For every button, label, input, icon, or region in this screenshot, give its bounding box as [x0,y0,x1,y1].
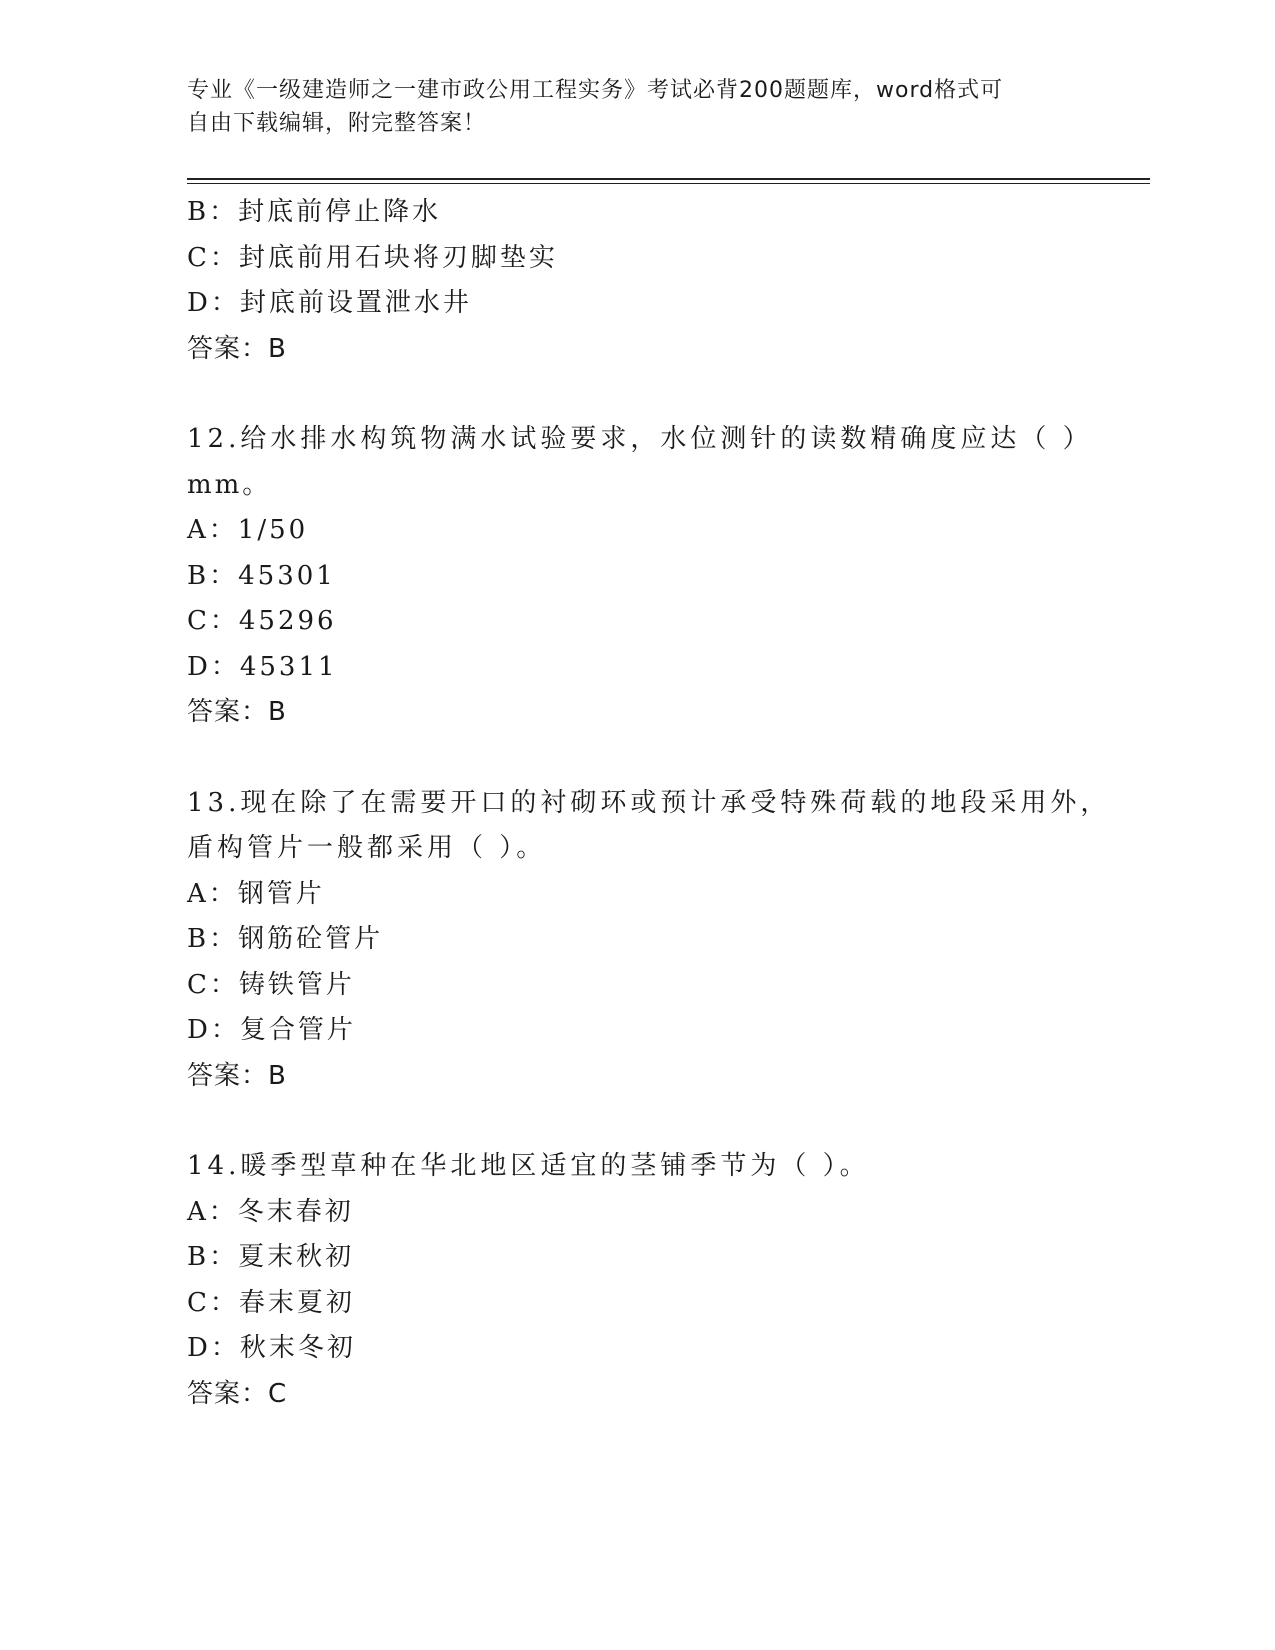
question-stem-cont: mm。 [187,469,272,500]
question-list [187,190,1111,1417]
document-header [187,74,1067,140]
option-d: D：复合管片 [187,1015,356,1045]
option-d: D：45311 [187,651,338,682]
question-stem: 13.现在除了在需要开口的衬砌环或预计承受特殊荷载的地段采用外， [187,787,1111,818]
question-stem-cont: 盾构管片一般都采用（ ）。 [187,833,547,863]
option-a: A：冬末春初 [187,1196,354,1227]
option-c: C：春末夏初 [187,1287,355,1318]
answer: 答案：B [187,333,287,364]
answer: 答案：B [187,1060,287,1091]
option-b: B：封底前停止降水 [187,197,442,227]
option-c: C：封底前用石块将刃脚垫实 [187,242,558,273]
option-b: B：夏末秋初 [187,1242,355,1272]
spacer [187,372,1107,417]
option-c: C：45296 [187,606,337,636]
header-divider-thin [187,183,1150,184]
option-a: A：1/50 [187,515,309,545]
question-12 [187,417,1107,736]
option-d: D：封底前设置泄水井 [187,288,472,318]
option-a: A：钢管片 [187,878,325,909]
question-14 [187,1144,1107,1417]
option-d: D：秋末冬初 [187,1333,356,1363]
spacer [187,1099,1107,1144]
spacer [187,736,1107,781]
question-stem: 12.给水排水构筑物满水试验要求，水位测针的读数精确度应达（ ） [187,424,1093,454]
header-divider-thick [187,178,1150,180]
answer: 答案：C [187,1378,288,1409]
option-b: B：钢筋砼管片 [187,924,384,954]
option-c: C：铸铁管片 [187,969,355,1000]
question-11-tail [187,190,1107,372]
header-line-1: 专业《一级建造师之一建市政公用工程实务》考试必背200题题库，word格式可 [187,78,1004,103]
question-13 [187,781,1111,1100]
header-line-2: 自由下载编辑，附完整答案！ [187,111,487,136]
question-stem: 14.暖季型草种在华北地区适宜的茎铺季节为（ ）。 [187,1151,870,1181]
option-b: B：45301 [187,560,336,591]
answer: 答案：B [187,697,287,727]
